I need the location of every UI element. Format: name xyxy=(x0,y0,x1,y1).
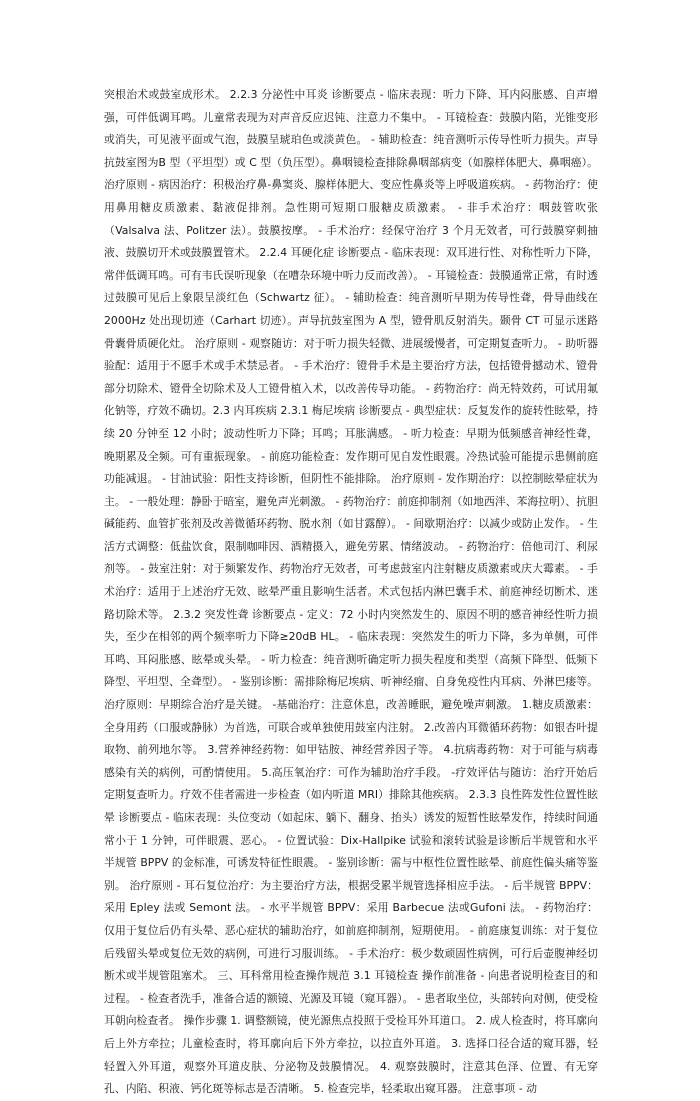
body-text: 突根治术或鼓室成形术。 2.2.3 分泌性中耳炎 诊断要点 - 临床表现：听力下降、耳内闷胀感、自声增强，可伴低调耳鸣。儿童常表现为对声音反应迟钝、注意力不集中。 - 耳镜检查：鼓膜内陷，光锥变形或消失，可见液平面或气泡，鼓膜呈琥珀色或淡黄色。 - 辅助检查：纯音测听示传导性听力损失。声导抗鼓室图为B 型（平坦型）或 C 型（负压型）。鼻咽镜检查排除鼻咽部病变（如腺样体肥大、鼻咽癌）。治疗原则 - 病因治疗：积极治疗鼻-鼻窦炎、腺样体肥大、变应性鼻炎等上呼吸道疾病。 - 药物治疗：使用鼻用糖皮质激素、黏液促排剂。急性期可短期口服糖皮质激素。 - 非手术治疗：咽鼓管吹张（Valsalva 法、Politzer 法）。鼓膜按摩。 - 手术治疗：经保守治疗 3 个月无效者，可行鼓膜穿刺抽液、鼓膜切开术或鼓膜置管术。 2.2.4 耳硬化症 诊断要点 - 临床表现：双耳进行性、对称性听力下降，常伴低调耳鸣。可有韦氏误听现象（在嘈杂环境中听力反而改善）。 - 耳镜检查：鼓膜通常正常，有时透过鼓膜可见后上象限呈淡红色（Schwartz 征）。 - 辅助检查：纯音测听早期为传导性聋，骨导曲线在 2000Hz 处出现切迹（Carhart 切迹）。声导抗鼓室图为 A 型，镫骨肌反射消失。颞骨 CT 可显示迷路骨囊骨质硬化灶。 治疗原则 - 观察随访：对于听力损失轻微、进展缓慢者，可定期复查听力。 - 助听器验配：适用于不愿手术或手术禁忌者。 - 手术治疗：镫骨手术是主要治疗方法，包括镫骨撼动术、镫骨部分切除术、镫骨全切除术及人工镫骨植入术，以改善传导功能。 - 药物治疗：尚无特效药，可试用氟化钠等，疗效不确切。2.3 内耳疾病 2.3.1 梅尼埃病 诊断要点 - 典型症状：反复发作的旋转性眩晕，持续 20 分钟至 12 小时；波动性听力下降；耳鸣；耳胀满感。 - 听力检查：早期为低频感音神经性聋，晚期累及全频。可有重振现象。 - 前庭功能检查：发作期可见自发性眼震。冷热试验可能提示患侧前庭功能减退。 - 甘油试验：阳性支持诊断，但阴性不能排除。 治疗原则 - 发作期治疗：以控制眩晕症状为主。 - 一般处理：静卧于暗室，避免声光刺激。 - 药物治疗：前庭抑制剂（如地西泮、苯海拉明）、抗胆碱能药、血管扩张剂及改善微循环药物、脱水剂（如甘露醇）。 - 间歇期治疗：以减少或防止发作。 - 生活方式调整：低盐饮食，限制咖啡因、酒精摄入，避免劳累、情绪波动。 - 药物治疗：倍他司汀、利尿剂等。 - 鼓室注射：对于频繁发作、药物治疗无效者，可考虑鼓室内注射糖皮质激素或庆大霉素。 - 手术治疗：适用于上述治疗无效、眩晕严重且影响生活者。术式包括内淋巴囊手术、前庭神经切断术、迷路切除术等。 2.3.2 突发性聋 诊断要点 - 定义：72 小时内突然发生的、原因不明的感音神经性听力损失，至少在相邻的两个频率听力下降≥20dB HL。 - 临床表现：突然发生的听力下降，多为单侧，可伴耳鸣、耳闷胀感、眩晕或头晕。 - 听力检查：纯音测听确定听力损失程度和类型（高频下降型、低频下降型、平坦型、全聋型）。 - 鉴别诊断：需排除梅尼埃病、听神经瘤、自身免疫性内耳病、外淋巴瘘等。 治疗原则：早期综合治疗是关键。 -基础治疗：注意休息，改善睡眠，避免噪声刺激。 1.糖皮质激素：全身用药（口服或静脉）为首选，可联合或单独使用鼓室内注射。 2.改善内耳微循环药物：如银杏叶提取物、前列地尔等。 3.营养神经药物：如甲钴胺、神经营养因子等。 4.抗病毒药物：对于可能与病毒感染有关的病例，可酌情使用。 5.高压氧治疗：可作为辅助治疗手段。 -疗效评估与随访：治疗开始后定期复查听力。疗效不佳者需进一步检查（如内听道 MRI）排除其他疾病。 2.3.3 良性阵发性位置性眩晕 诊断要点 - 临床表现：头位变动（如起床、躺下、翻身、抬头）诱发的短暂性眩晕发作，持续时间通常小于 1 分钟，可伴眼震、恶心。 - 位置试验：Dix-Hallpike 试验和滚转试验是诊断后半规管和水平半规管 BPPV 的金标准，可诱发特征性眼震。 - 鉴别诊断：需与中枢性位置性眩晕、前庭性偏头痛等鉴别。 治疗原则 - 耳石复位治疗：为主要治疗方法，根据受累半规管选择相应手法。 - 后半规管 BPPV：采用 Epley 法或 Semont 法。 - 水平半规管 BPPV：采用 Barbecue 法或Gufoni 法。 - 药物治疗：仅用于复位后仍有头晕、恶心症状的辅助治疗，如前庭抑制剂，短期使用。 - 前庭康复训练：对于复位后残留头晕或复位无效的病例，可进行习服训练。 - 手术治疗：极少数顽固性病例，可行后壶腹神经切断术或半规管阻塞术。 三、耳科常用检查操作规范 3.1 耳镜检查 操作前准备 - 向患者说明检查目的和过程。 - 检查者洗手，准备合适的额镜、光源及耳镜（窥耳器）。 - 患者取坐位，头部转向对侧，使受检耳朝向检查者。 操作步骤 1. 调整额镜，使光源焦点投照于受检耳外耳道口。 2. 成人检查时，将耳廓向后上外方牵拉；儿童检查时，将耳廓向后下外方牵拉，以拉直外耳道。 3. 选择口径合适的窥耳器，轻轻置入外耳道，观察外耳道皮肤、分泌物及鼓膜情况。 4. 观察鼓膜时，注意其色泽、位置、有无穿孔、内陷、积液、钙化斑等标志是否清晰。 5. 检查完毕，轻柔取出窥耳器。 注意事项 - 动 xyxy=(104,88,598,1096)
document-page xyxy=(104,84,598,1101)
